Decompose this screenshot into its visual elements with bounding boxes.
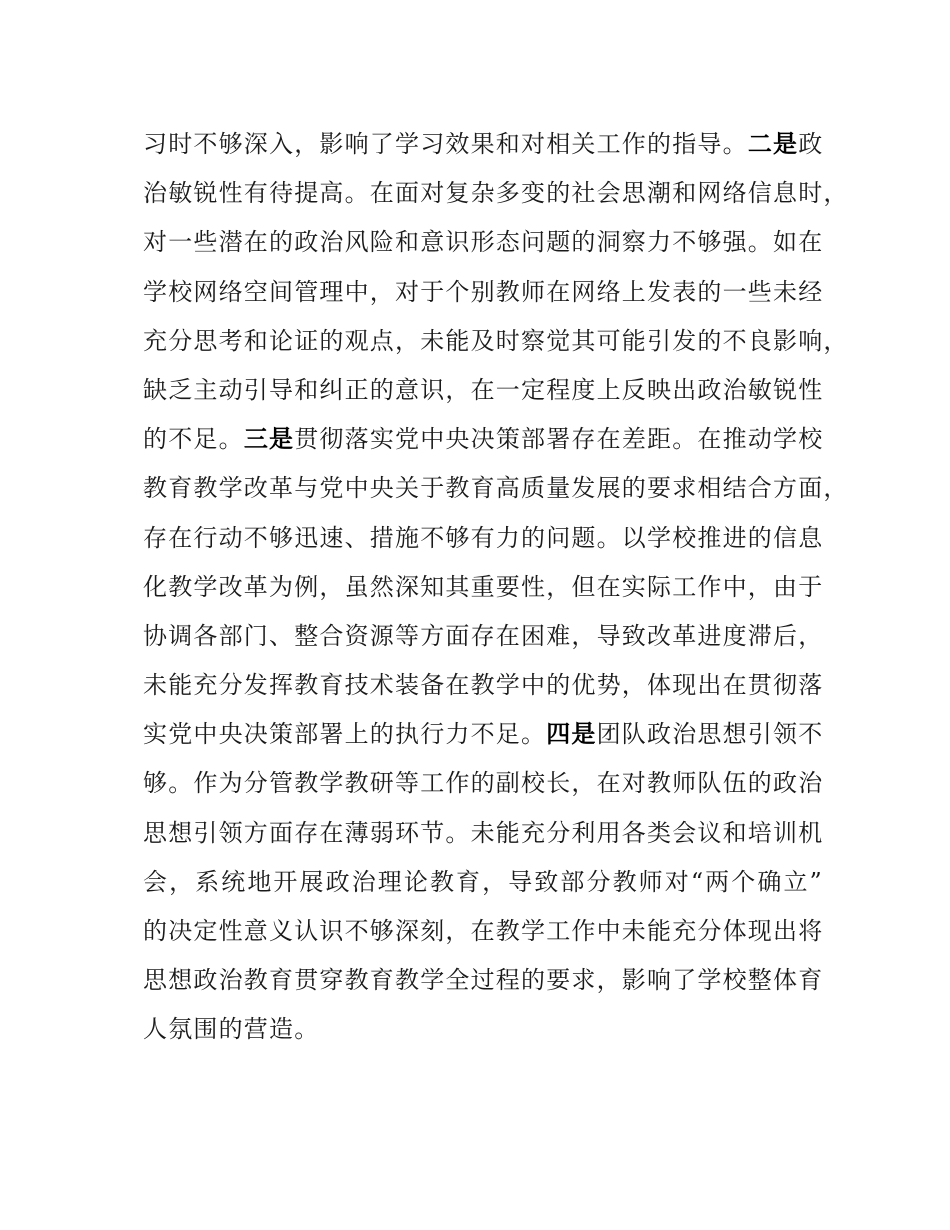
text-segment: 化教学改革为例，虽然深知其重要性，但在实际工作中，由于: [143, 572, 824, 601]
text-segment: 思想引领方面存在薄弱环节。未能充分利用各类会议和培训机: [143, 818, 824, 847]
point-marker: 二是: [747, 130, 799, 158]
text-segment: 的不足。: [143, 425, 244, 454]
text-segment: 存在行动不够迅速、措施不够有力的问题。以学校推进的信息: [143, 523, 824, 552]
text-segment: 习时不够深入，影响了学习效果和对相关工作的指导。: [143, 130, 748, 158]
point-marker: 三是: [243, 425, 295, 454]
text-line: [143, 661, 823, 710]
text-segment: 协调各部门、整合资源等方面存在困难，导致改革进度滞后，: [143, 621, 824, 650]
text-segment: 团队政治思想引领不: [596, 720, 824, 749]
text-line: [143, 317, 849, 366]
text-line: [143, 710, 823, 759]
text-line: [143, 809, 823, 858]
text-segment: 缺乏主动引导和纠正的意识，在一定程度上反映出政治敏锐性: [143, 375, 824, 404]
text-segment: 充分思考和论证的观点，未能及时察觉其可能引发的不良影响，: [143, 326, 849, 355]
text-line: [143, 956, 823, 1005]
text-segment: 够。作为分管教学教研等工作的副校长，在对教师队伍的政治: [143, 769, 824, 798]
text-segment: 思想政治教育贯穿教育教学全过程的要求，影响了学校整体育: [143, 966, 824, 995]
text-segment: 人氛围的营造。: [143, 1015, 320, 1044]
text-line: [143, 514, 823, 563]
text-line: [143, 759, 823, 808]
text-segment: 贯彻落实党中央决策部署存在差距。在推动学校: [294, 425, 824, 454]
text-segment: 学校网络空间管理中，对于个别教师在网络上发表的一些未经: [143, 277, 824, 306]
text-line: [143, 169, 849, 218]
body-paragraph: [143, 120, 849, 1055]
text-segment: 政: [798, 130, 824, 158]
text-line: [143, 268, 823, 317]
text-line: [143, 415, 823, 464]
text-segment: 治敏锐性有待提高。在面对复杂多变的社会思潮和网络信息时，: [143, 179, 849, 208]
text-line: [143, 464, 849, 513]
text-segment: 会，系统地开展政治理论教育，导致部分教师对“两个确立”: [143, 867, 823, 896]
text-segment: 未能充分发挥教育技术装备在教学中的优势，体现出在贯彻落: [143, 671, 824, 700]
text-line: [143, 907, 823, 956]
text-line: [143, 563, 823, 612]
text-segment: 实党中央决策部署上的执行力不足。: [143, 720, 547, 749]
text-segment: 教育教学改革与党中央关于教育高质量发展的要求相结合方面，: [143, 474, 849, 503]
text-segment: 对一些潜在的政治风险和意识形态问题的洞察力不够强。如在: [143, 228, 824, 257]
text-line: [143, 218, 823, 267]
text-line: [143, 858, 823, 907]
text-line: [143, 1005, 823, 1054]
text-line: [143, 120, 823, 169]
point-marker: 四是: [546, 720, 597, 749]
text-line: [143, 612, 823, 661]
text-segment: 的决定性意义认识不够深刻，在教学工作中未能充分体现出将: [143, 917, 824, 945]
text-line: [143, 366, 823, 415]
